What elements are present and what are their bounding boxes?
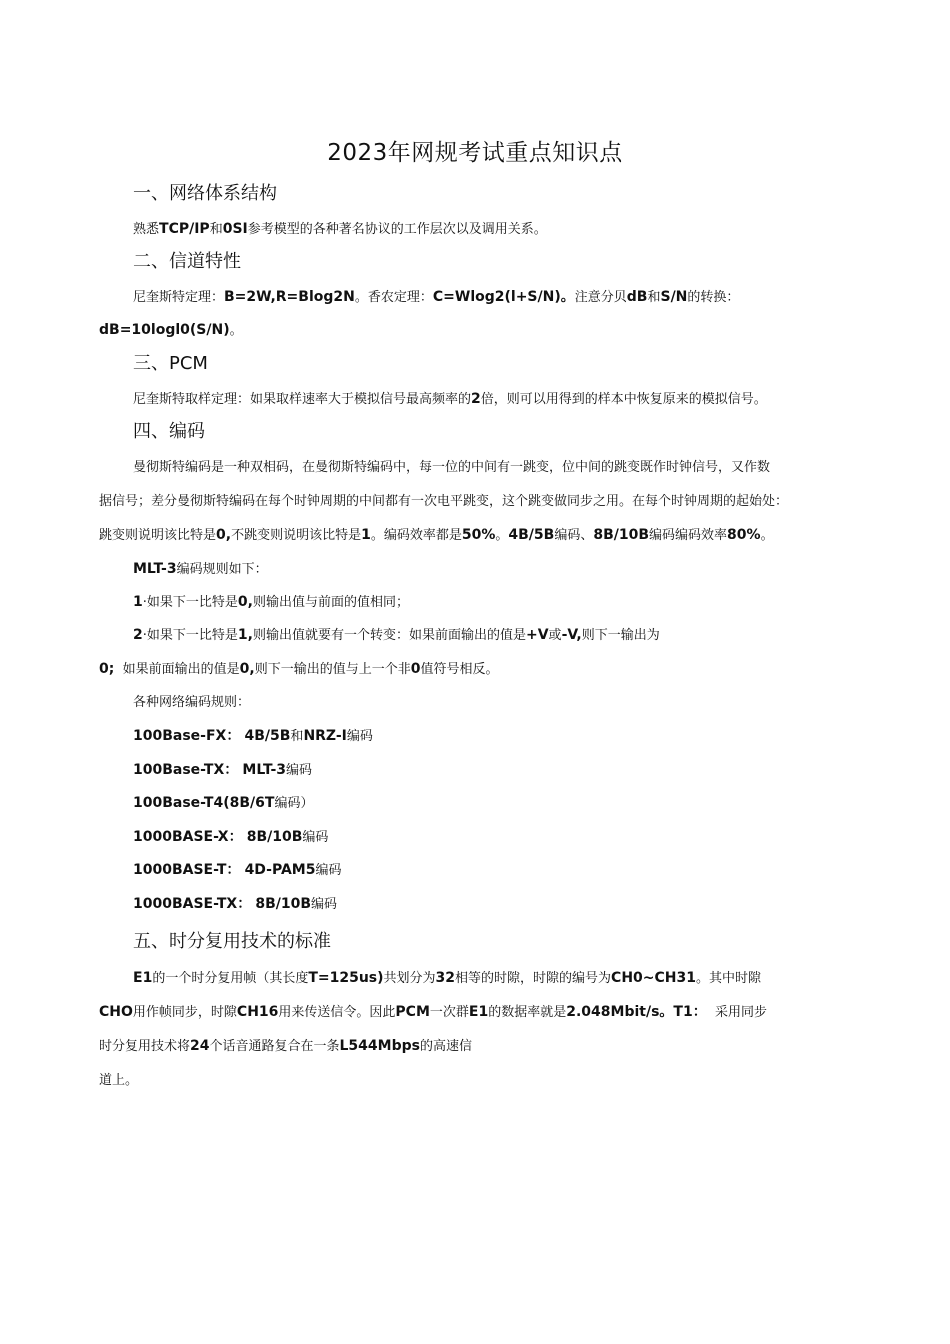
paragraph-s3-1: 尼奎斯特取样定理：如果取样速率大于模拟信号最高频率的2倍，则可以用得到的样本中恢复原来的模拟信号。 [133, 391, 767, 407]
section-heading-5: 五、时分复用技术的标准 [133, 931, 331, 952]
paragraph-s5-1: E1的一个时分复用帧（其长度T=125us)共划分为32相等的时隙，时隙的编号为CH0~CH31。其中时隙 [133, 970, 761, 986]
paragraph-s5-3: 时分复用技术将24个话音通路复合在一条L544Mbps的高速信 [99, 1038, 472, 1054]
encoding-rules-intro: 各种网络编码规则： [133, 695, 251, 710]
paragraph-s2-2: dB=10logl0(S/N)。 [99, 322, 243, 338]
encoding-rule-item: 1000BASE-X： 8B/10B编码 [133, 829, 329, 845]
paragraph-s2-1: 尼奎斯特定理：B=2W,R=Blog2N。香农定理：C=Wlog2(l+S/N)。注意分贝dB和S/N的转换： [133, 289, 740, 305]
paragraph-s4-3: 跳变则说明该比特是0,不跳变则说明该比特是1。编码效率都是50%。4B/5B编码、8B/10B编码编码效率80%。 [99, 527, 774, 543]
mlt3-rule-2: 2·如果下一比特是1,则输出值就要有一个转变：如果前面输出的值是+V或-V,则下一输出为 [133, 627, 660, 643]
encoding-rule-item: 100Base-FX： 4B/5B和NRZ-I编码 [133, 728, 373, 744]
section-heading-1: 一、网络体系结构 [133, 183, 277, 204]
encoding-rule-item: 100Base-T4(8B/6T编码） [133, 795, 314, 811]
section-heading-3: 三、PCM [133, 353, 208, 374]
mlt3-intro: MLT-3编码规则如下： [133, 561, 268, 577]
paragraph-s1-1: 熟悉TCP/IP和0SI参考模型的各种著名协议的工作层次以及调用关系。 [133, 221, 547, 237]
mlt3-rule-1: 1·如果下一比特是0,则输出值与前面的值相同； [133, 594, 409, 610]
section-heading-4: 四、编码 [133, 421, 205, 442]
encoding-rule-item: 100Base-TX： MLT-3编码 [133, 762, 313, 778]
paragraph-s5-2: CHO用作帧同步，时隙CH16用来传送信令。因此PCM一次群E1的数据率就是2.048Mbit/s。T1： 采用同步 [99, 1004, 767, 1020]
mlt3-rule-2-cont: 0; 如果前面输出的值是0,则下一输出的值与上一个非0值符号相反。 [99, 661, 499, 677]
paragraph-s4-1: 曼彻斯特编码是一种双相码，在曼彻斯特编码中，每一位的中间有一跳变，位中间的跳变既作时钟信号，又作数 [133, 460, 771, 475]
paragraph-s5-4: 道上。 [99, 1073, 139, 1088]
section-heading-2: 二、信道特性 [133, 251, 241, 272]
encoding-rule-item: 1000BASE-TX： 8B/10B编码 [133, 896, 338, 912]
paragraph-s4-2: 据信号；差分曼彻斯特编码在每个时钟周期的中间都有一次电平跳变，这个跳变做同步之用。在每个时钟周期的起始处： [99, 494, 789, 509]
page-title: 2023年网规考试重点知识点 [327, 140, 623, 166]
encoding-rule-item: 1000BASE-T： 4D-PAM5编码 [133, 862, 342, 878]
